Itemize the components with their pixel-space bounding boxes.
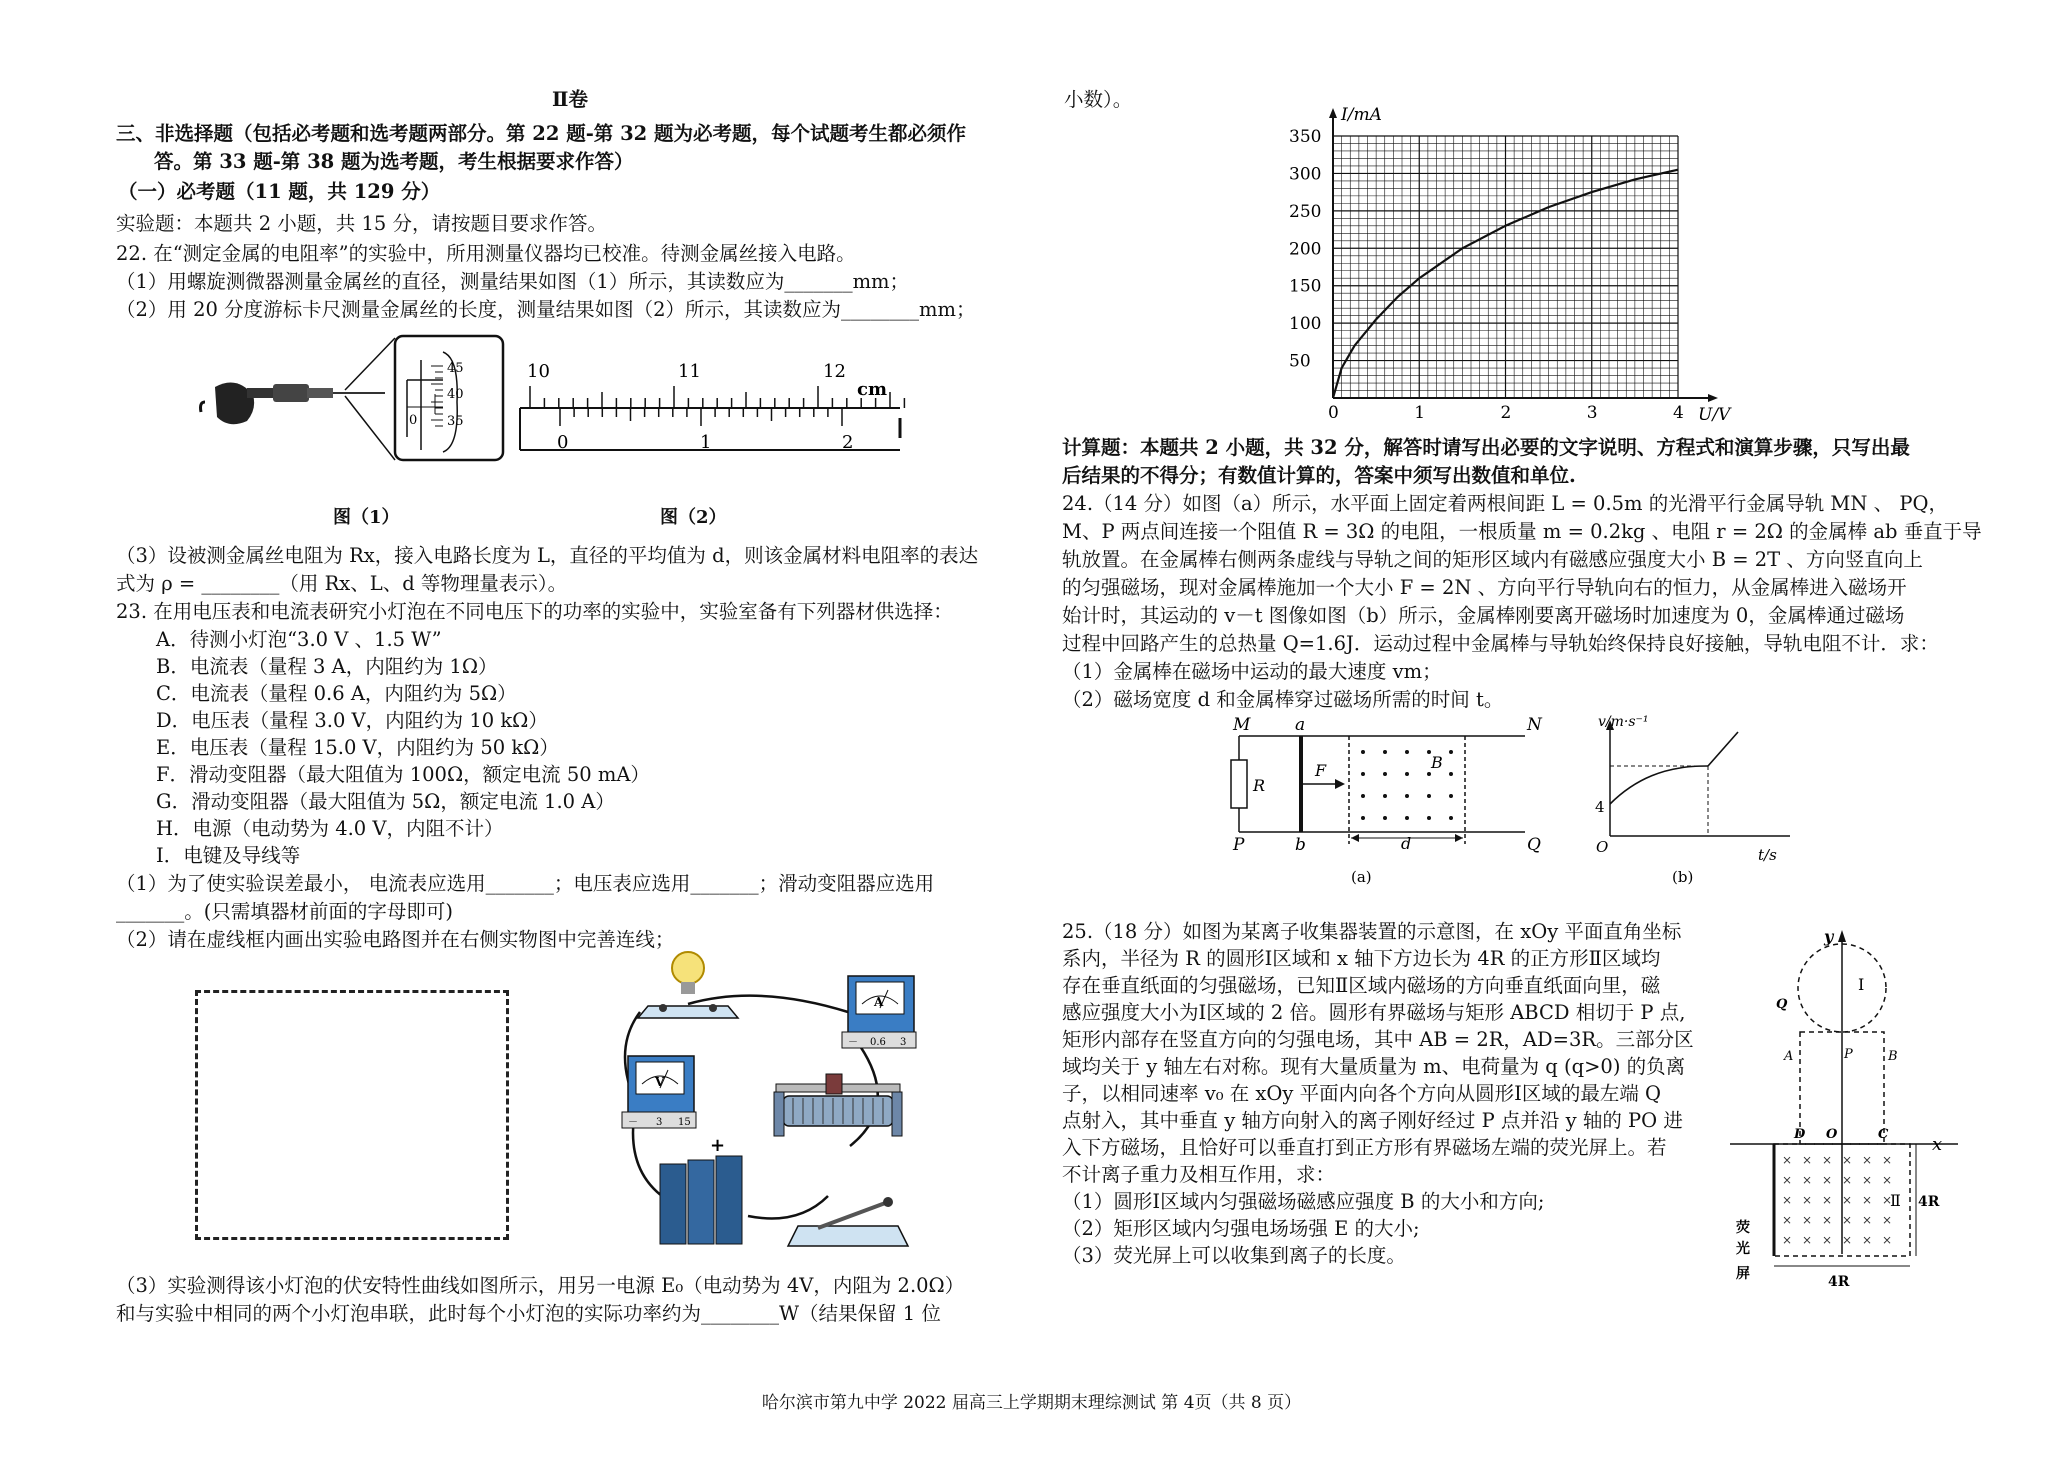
q25-line-4: 感应强度大小为Ⅰ区域的 2 倍。圆形有界磁场与矩形 ABCD 相切于 P 点, [1062, 1001, 1686, 1024]
q25-line-10: 不计离子重力及相互作用，求： [1062, 1163, 1336, 1186]
label-b: b [1295, 835, 1306, 855]
rheostat-icon [774, 1074, 902, 1136]
q24-line-2: M、P 两点间连接一个阻值 R = 3Ω 的电阻，一根质量 m = 0.2kg 、电阻 r = 2Ω 的金属棒 ab 垂直于导 [1062, 520, 1982, 543]
label-R: R [1253, 776, 1266, 795]
q23-part3-line2: 和与实验中相同的两个小灯泡串联，此时每个小灯泡的实际功率约为________W（结果保留 1 位 [116, 1302, 941, 1325]
battery-icon [660, 1135, 742, 1244]
svg-text:×: × [1842, 1213, 1853, 1227]
required-heading: （一）必考题（11 题，共 129 分） [118, 180, 441, 203]
x-tick-4: 4 [1673, 403, 1684, 423]
chart-ylabel: I/mA [1341, 105, 1382, 125]
q24-line-1: 24.（14 分）如图（a）所示，水平面上固定着两根间距 L = 0.5m 的光滑平行金属导轨 MN 、 PQ， [1062, 492, 1948, 515]
svg-text:×: × [1882, 1173, 1893, 1187]
micrometer-tick-40: 40 [447, 387, 464, 402]
label-B: B [1888, 1049, 1898, 1064]
q22-part3-line1: （3）设被测金属丝电阻为 Rx，接入电路长度为 L，直径的平均值为 d，则该金属材料电阻率的表达 [116, 544, 979, 567]
svg-text:×: × [1842, 1193, 1853, 1207]
svg-text:×: × [1802, 1153, 1813, 1167]
x-tick-3: 3 [1586, 403, 1598, 423]
voltmeter-label: V [655, 1075, 665, 1089]
ammeter-term-neg: － [848, 1037, 858, 1048]
vt-curve [1610, 766, 1708, 804]
svg-text:×: × [1802, 1213, 1813, 1227]
q25-line-8: 点射入，其中垂直 y 轴方向射入的离子刚好经过 P 点并沿 y 轴的 PO 进 [1062, 1109, 1683, 1132]
q25-line-2: 系内，半径为 R 的圆形Ⅰ区域和 x 轴下方边长为 4R 的正方形Ⅱ区域均 [1062, 947, 1661, 970]
q23-part3-line1: （3）实验测得该小灯泡的伏安特性曲线如图所示，用另一电源 E₀（电动势为 4V，内阻为 2.0Ω） [116, 1274, 965, 1297]
q24-part1: （1）金属棒在磁场中运动的最大速度 vm； [1062, 660, 1442, 683]
q25-part3: （3）荧光屏上可以收集到离子的长度。 [1062, 1244, 1406, 1267]
q25-figure [1720, 920, 1950, 1290]
caliper-unit: cm [857, 379, 888, 400]
y-tick-50: 50 [1289, 351, 1311, 372]
caliper-main-11: 11 [678, 361, 701, 382]
label-region-I: Ⅰ [1858, 975, 1865, 994]
label-O: O [1826, 1127, 1838, 1142]
svg-text:×: × [1862, 1233, 1873, 1247]
y-tick-100: 100 [1289, 314, 1322, 335]
ammeter-icon [842, 976, 916, 1048]
section-heading-line1: 三、非选择题（包括必考题和选考题两部分。第 22 题-第 32 题为必考题，每个试题考生都必须作 [116, 122, 967, 145]
svg-text:×: × [1782, 1173, 1793, 1187]
q25-line-5: 矩形内部存在竖直方向的匀强电场，其中 AB = 2R，AD=3R。三部分区 [1062, 1028, 1694, 1051]
q23-option-d: D．电压表（量程 3.0 V，内阻约为 10 kΩ） [156, 709, 548, 732]
q25-line-1: 25.（18 分）如图为某离子收集器装置的示意图，在 xOy 平面直角坐标 [1062, 920, 1682, 943]
label-a: a [1295, 715, 1306, 735]
svg-text:×: × [1782, 1213, 1793, 1227]
magnetic-field-crosses [1782, 1153, 1892, 1247]
svg-text:×: × [1842, 1153, 1853, 1167]
svg-text:×: × [1862, 1213, 1873, 1227]
q24-figure-a [1225, 712, 1555, 902]
label-B: B [1431, 753, 1443, 772]
section-title: Ⅱ卷 [552, 88, 588, 111]
vt-xlabel: t/s [1758, 846, 1777, 864]
q25-line-6: 域均关于 y 轴左右对称。现有大量质量为 m、电荷量为 q (q>0) 的负离 [1062, 1055, 1686, 1078]
q22-part3-line2: 式为 ρ = ________（用 Rx、L、d 等物理量表示）。 [116, 572, 568, 595]
q23-option-a: A．待测小灯泡“3.0 V 、1.5 W” [156, 628, 442, 651]
svg-text:+: + [710, 1135, 726, 1156]
x-tick-2: 2 [1500, 403, 1512, 423]
dim-side-4R: 4R [1918, 1194, 1940, 1210]
svg-text:×: × [1862, 1173, 1873, 1187]
svg-text:×: × [1822, 1173, 1833, 1187]
q23-part1-line1: （1）为了使实验误差最小， 电流表应选用_______；电压表应选用_______；滑动变阻器应选用 [116, 872, 935, 895]
svg-text:×: × [1862, 1153, 1873, 1167]
label-Q: Q [1776, 997, 1788, 1012]
svg-text:×: × [1822, 1153, 1833, 1167]
dim-bottom-4R: 4R [1828, 1274, 1850, 1290]
axis-x-label: x [1932, 1134, 1943, 1155]
page-footer: 哈尔滨市第九中学 2022 届高三上学期期末理综测试 第 4页（共 8 页） [761, 1393, 1302, 1413]
y-tick-350: 350 [1289, 127, 1322, 147]
ammeter-term-06: 0.6 [870, 1037, 886, 1048]
ammeter-label: A [874, 995, 884, 1009]
label-M: M [1233, 715, 1251, 735]
chart-grid [1333, 136, 1678, 398]
x-tick-1: 1 [1414, 403, 1426, 423]
calc-intro-line2: 后结果的不得分；有数值计算的，答案中须写出数值和单位. [1062, 464, 1576, 487]
q23-part2: （2）请在虚线框内画出实验电路图并在右侧实物图中完善连线； [116, 928, 675, 951]
fig1-caption: 图（1） [333, 507, 400, 528]
svg-text:×: × [1862, 1193, 1873, 1207]
q24-part2: （2）磁场宽度 d 和金属棒穿过磁场所需的时间 t。 [1062, 688, 1504, 711]
label-A: A [1784, 1049, 1794, 1064]
caliper-vernier-0: 0 [557, 432, 569, 453]
svg-text:×: × [1802, 1193, 1813, 1207]
svg-text:×: × [1822, 1213, 1833, 1227]
calc-intro-line1: 计算题：本题共 2 小题，共 32 分，解答时请写出必要的文字说明、方程式和演算步骤，只写出最 [1062, 436, 1910, 459]
y-tick-300: 300 [1289, 164, 1322, 185]
svg-text:×: × [1822, 1233, 1833, 1247]
caliper-main-12: 12 [823, 361, 846, 382]
voltmeter-term-neg: － [628, 1117, 638, 1128]
y-tick-150: 150 [1289, 276, 1322, 297]
q25-line-3: 存在垂直纸面的匀强磁场，已知Ⅱ区域内磁场的方向垂直纸面向里，磁 [1062, 974, 1661, 997]
q25-part2: （2）矩形区域内匀强电场场强 E 的大小; [1062, 1217, 1420, 1240]
bulb-icon [638, 952, 738, 1018]
axis-y-label: y [1824, 927, 1834, 946]
chart-xlabel: U/V [1698, 405, 1731, 425]
q23-option-f: F．滑动变阻器（最大阻值为 100Ω，额定电流 50 mA） [156, 763, 650, 786]
micrometer-figure [195, 332, 505, 472]
chart-tick-labels [1289, 127, 1684, 423]
q24-line-3: 轨放置。在金属棒右侧两条虚线与导轨之间的矩形区域内有磁感应强度大小 B = 2T 、方向竖直向上 [1062, 548, 1923, 571]
svg-text:×: × [1802, 1233, 1813, 1247]
vt-origin: O [1596, 838, 1609, 856]
q25-part1: （1）圆形Ⅰ区域内匀强磁场磁感应强度 B 的大小和方向; [1062, 1190, 1545, 1213]
q22-part2: （2）用 20 分度游标卡尺测量金属丝的长度，测量结果如图（2）所示，其读数应为________mm； [116, 298, 976, 321]
caliper-vernier-2: 2 [842, 432, 854, 453]
voltmeter-icon [622, 1056, 696, 1128]
fig2-caption: 图（2） [660, 507, 727, 528]
ammeter-term-3: 3 [900, 1037, 907, 1048]
circuit-answer-box[interactable] [195, 990, 509, 1240]
caliper-figure [515, 358, 915, 458]
q23-option-e: E．电压表（量程 15.0 V，内阻约为 50 kΩ） [156, 736, 559, 759]
svg-text:×: × [1822, 1193, 1833, 1207]
q22-stem: 22. 在“测定金属的电阻率”的实验中，所用测量仪器均已校准。待测金属丝接入电路。 [116, 242, 856, 265]
label-Q: Q [1527, 835, 1541, 855]
svg-text:×: × [1882, 1233, 1893, 1247]
svg-text:×: × [1842, 1173, 1853, 1187]
q24-line-4: 的匀强磁场，现对金属棒施加一个大小 F = 2N 、方向平行导轨向右的恒力，从金属棒进入磁场开 [1062, 576, 1907, 599]
caliper-vernier-1: 1 [700, 432, 712, 453]
svg-text:×: × [1882, 1193, 1893, 1207]
svg-text:×: × [1882, 1153, 1893, 1167]
label-F: F [1315, 761, 1327, 780]
fig-a-caption: (a) [1351, 868, 1372, 886]
micrometer-tick-0: 0 [409, 413, 418, 428]
screen-label-3: 屏 [1736, 1266, 1750, 1282]
q23-option-h: H．电源（电动势为 4.0 V，内阻不计） [156, 817, 504, 840]
x-tick-0: 0 [1328, 403, 1339, 423]
q24-line-5: 始计时，其运动的 v－t 图像如图（b）所示，金属棒刚要离开磁场时加速度为 0，金属棒通过磁场 [1062, 604, 1905, 627]
vt-ylabel: v/m·s⁻¹ [1598, 714, 1649, 730]
micrometer-tick-35: 35 [447, 414, 464, 429]
label-P: P [1844, 1047, 1853, 1062]
q23-part3-continued: 小数）。 [1064, 88, 1133, 111]
experiment-intro: 实验题：本题共 2 小题，共 15 分，请按题目要求作答。 [116, 212, 608, 235]
screen-label-1: 荧 [1736, 1220, 1750, 1236]
section-heading-line2: 答。第 33 题-第 38 题为选考题，考生根据要求作答） [154, 150, 634, 173]
label-N: N [1527, 715, 1542, 735]
resistor-R [1231, 760, 1247, 808]
q23-part1-line2: _______。(只需填器材前面的字母即可) [116, 900, 453, 923]
q23-option-g: G．滑动变阻器（最大阻值为 5Ω，额定电流 1.0 A） [156, 790, 615, 813]
q22-part1: （1）用螺旋测微器测量金属丝的直径，测量结果如图（1）所示，其读数应为_______mm； [116, 270, 910, 293]
svg-text:×: × [1802, 1173, 1813, 1187]
screen-label-2: 光 [1736, 1241, 1750, 1257]
switch-icon [788, 1197, 908, 1246]
iu-characteristic-chart [1285, 105, 1731, 426]
voltmeter-term-3: 3 [656, 1117, 663, 1128]
svg-text:×: × [1842, 1233, 1853, 1247]
y-tick-200: 200 [1289, 239, 1322, 260]
label-d: d [1401, 834, 1412, 853]
q25-line-7: 子，以相同速率 v₀ 在 xOy 平面内向各个方向从圆形Ⅰ区域的最左端 Q [1062, 1082, 1662, 1105]
q23-option-b: B．电流表（量程 3 A，内阻约为 1Ω） [156, 655, 498, 678]
label-region-II: Ⅱ [1890, 1191, 1901, 1210]
caliper-main-10: 10 [527, 361, 550, 382]
q23-stem: 23. 在用电压表和电流表研究小灯泡在不同电压下的功率的实验中，实验室备有下列器材供选择： [116, 600, 953, 623]
svg-text:×: × [1782, 1193, 1793, 1207]
svg-text:×: × [1782, 1153, 1793, 1167]
voltmeter-term-15: 15 [678, 1117, 691, 1128]
q24-figure-b [1590, 712, 1800, 902]
label-P: P [1233, 835, 1245, 855]
chart-axes [1329, 108, 1718, 402]
q23-option-i: I．电键及导线等 [156, 844, 301, 867]
svg-text:×: × [1882, 1213, 1893, 1227]
q23-option-c: C．电流表（量程 0.6 A，内阻约为 5Ω） [156, 682, 517, 705]
y-tick-250: 250 [1289, 201, 1322, 222]
q24-line-6: 过程中回路产生的总热量 Q=1.6J．运动过程中金属棒与导轨始终保持良好接触，导轨电阻不计．求： [1062, 632, 1939, 655]
svg-text:×: × [1782, 1233, 1793, 1247]
micrometer-body [201, 383, 386, 425]
vt-v0: 4 [1595, 798, 1605, 816]
micrometer-tick-45: 45 [447, 361, 464, 376]
label-C: C [1878, 1127, 1889, 1142]
label-D: D [1794, 1127, 1806, 1142]
q25-line-9: 入下方磁场，且恰好可以垂直打到正方形有界磁场左端的荧光屏上。若 [1062, 1136, 1667, 1159]
apparatus-figure [598, 946, 928, 1262]
fig-b-caption: (b) [1672, 868, 1694, 886]
